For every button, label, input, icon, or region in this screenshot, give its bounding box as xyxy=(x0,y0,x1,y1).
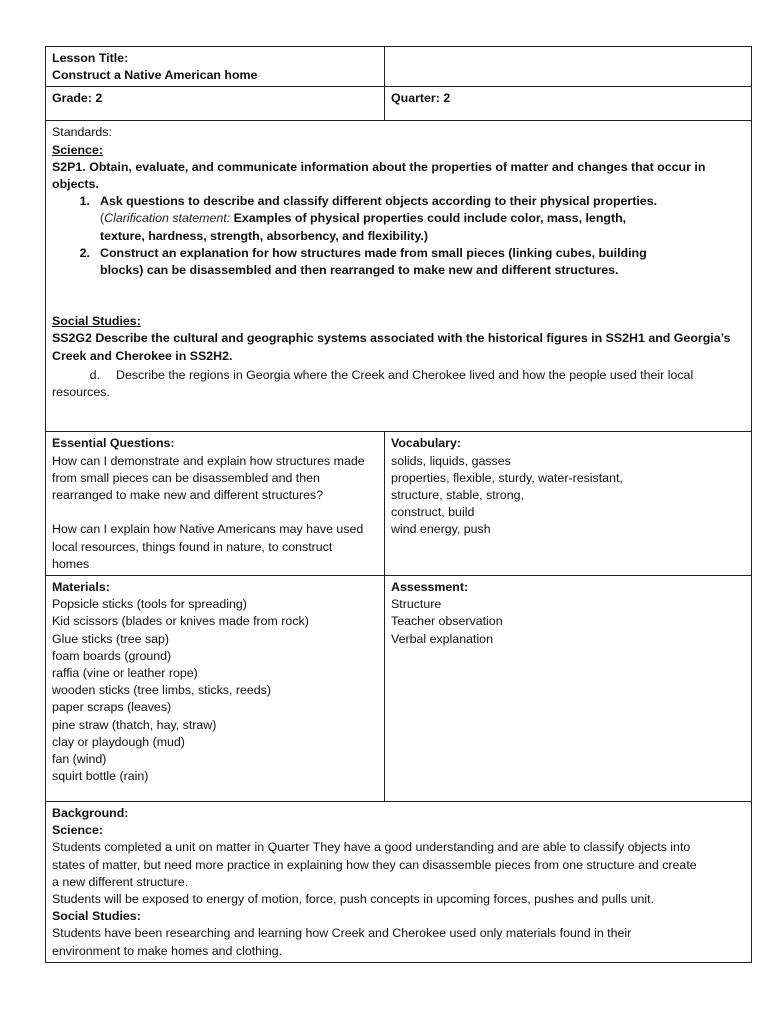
social-item-letter: d. xyxy=(89,367,100,382)
background-science-line: Students will be exposed to energy of motion, force, push concepts in upcoming forces, pushes and pulls unit. xyxy=(52,892,654,907)
science-standard-line2: objects. xyxy=(52,177,99,192)
background-social-line: Students have been researching and learning how Creek and Cherokee used only materials found in their xyxy=(52,926,632,941)
standard-item-2-line1: Construct an explanation for how structures made from small pieces (linking cubes, building xyxy=(100,245,647,260)
essential-question-2-line2: local resources, things found in nature, to construct xyxy=(52,539,333,554)
social-studies-heading: Social Studies: xyxy=(52,314,141,329)
material-item: Glue sticks (tree sap) xyxy=(52,631,170,646)
standard-item-1-line1: Ask questions to describe and classify different objects according to their physical properties. xyxy=(100,194,658,209)
background-science-line: states of matter, but need more practice in explaining how they can disassemble pieces from one structure and create xyxy=(52,857,697,872)
science-heading: Science: xyxy=(52,142,103,157)
essential-question-2-line3: homes xyxy=(52,556,90,571)
background-label: Background: xyxy=(52,806,129,821)
vocabulary-line: wind energy, push xyxy=(391,522,491,537)
essential-question-1-line1: How can I demonstrate and explain how structures made xyxy=(52,453,365,468)
social-standard-line2: Creek and Cherokee in SS2H2. xyxy=(52,348,233,363)
social-item-line2: resources. xyxy=(52,385,110,400)
standard-item-1-line3: texture, hardness, strength, absorbency, and flexibility.) xyxy=(100,228,428,243)
material-item: foam boards (ground) xyxy=(52,648,172,663)
assessment-item: Verbal explanation xyxy=(391,631,493,646)
material-item: squirt bottle (rain) xyxy=(52,769,149,784)
material-item: raffia (vine or leather rope) xyxy=(52,666,198,681)
quarter-cell xyxy=(385,87,752,121)
science-standard-line1: S2P1. Obtain, evaluate, and communicate information about the properties of matter and changes that occur in xyxy=(52,159,706,174)
lesson-plan-table xyxy=(45,46,752,963)
standards-row xyxy=(46,121,752,432)
essential-question-1-line2: from small pieces can be disassembled and then xyxy=(52,470,320,485)
social-item-d xyxy=(52,367,745,384)
lesson-title-empty-cell xyxy=(385,47,752,87)
background-cell xyxy=(46,802,752,963)
standards-cell xyxy=(46,121,752,432)
standard-item-1-line2: Examples of physical properties could include color, mass, length, xyxy=(230,211,627,226)
material-item: fan (wind) xyxy=(52,752,107,767)
assessment-item: Structure xyxy=(391,597,442,612)
essential-questions-cell xyxy=(46,432,385,576)
essential-question-2-line1: How can I explain how Native Americans may have used xyxy=(52,522,364,537)
lesson-title-cell xyxy=(46,47,385,87)
grade-row xyxy=(46,87,752,121)
social-item-line1: Describe the regions in Georgia where the Creek and Cherokee lived and how the people used their local xyxy=(116,367,694,382)
standard-item-2-line2: blocks) can be disassembled and then rearranged to make new and different structures. xyxy=(100,263,619,278)
grade-cell xyxy=(46,87,385,121)
essential-questions-label: Essential Questions: xyxy=(52,436,175,451)
materials-label: Materials: xyxy=(52,580,110,595)
vocabulary-line: construct, build xyxy=(391,505,475,520)
background-science-line: Students completed a unit on matter in Quarter They have a good understanding and are able to classify objects into xyxy=(52,840,691,855)
lesson-title-value: Construct a Native American home xyxy=(52,68,258,83)
assessment-label: Assessment: xyxy=(391,580,469,595)
background-row xyxy=(46,802,752,963)
background-social-heading: Social Studies: xyxy=(52,909,141,924)
quarter-value: Quarter: 2 xyxy=(391,91,451,106)
material-item: Kid scissors (blades or knives made from rock) xyxy=(52,614,309,629)
standard-item-number: 2. xyxy=(79,245,90,260)
vocabulary-line: properties, flexible, sturdy, water-resistant, xyxy=(391,470,623,485)
material-item: paper scraps (leaves) xyxy=(52,700,172,715)
assessment-cell xyxy=(385,576,752,802)
background-social-line: environment to make homes and clothing. xyxy=(52,943,283,958)
materials-assessment-row xyxy=(46,576,752,802)
standards-label: Standards: xyxy=(52,125,112,140)
vocabulary-line: structure, stable, strong, xyxy=(391,488,524,503)
assessment-item: Teacher observation xyxy=(391,614,503,629)
material-item: wooden sticks (tree limbs, sticks, reeds) xyxy=(52,683,271,698)
grade-value: Grade: 2 xyxy=(52,91,103,106)
paren-open: ( xyxy=(100,211,105,226)
essential-question-1-line3: rearranged to make new and different structures? xyxy=(52,488,324,503)
lesson-plan-document xyxy=(45,46,751,963)
lesson-title-label: Lesson Title: xyxy=(52,51,129,65)
social-standard-line1: SS2G2 Describe the cultural and geographic systems associated with the historical figures in SS2H1 and Georgia’s xyxy=(52,331,731,346)
clarification-label: Clarification statement: xyxy=(104,211,231,226)
material-item: pine straw (thatch, hay, straw) xyxy=(52,717,217,732)
vocabulary-line: solids, liquids, gasses xyxy=(391,453,511,468)
background-science-line: a new different structure. xyxy=(52,874,189,889)
materials-cell xyxy=(46,576,385,802)
standard-item-1 xyxy=(52,193,745,245)
standard-item-2 xyxy=(52,245,745,279)
material-item: clay or playdough (mud) xyxy=(52,734,185,749)
vocabulary-cell xyxy=(385,432,752,576)
lesson-title-row xyxy=(46,47,752,87)
standard-item-number: 1. xyxy=(79,194,90,209)
vocabulary-label: Vocabulary: xyxy=(391,436,462,451)
background-science-heading: Science: xyxy=(52,823,103,838)
questions-vocabulary-row xyxy=(46,432,752,576)
material-item: Popsicle sticks (tools for spreading) xyxy=(52,597,247,612)
